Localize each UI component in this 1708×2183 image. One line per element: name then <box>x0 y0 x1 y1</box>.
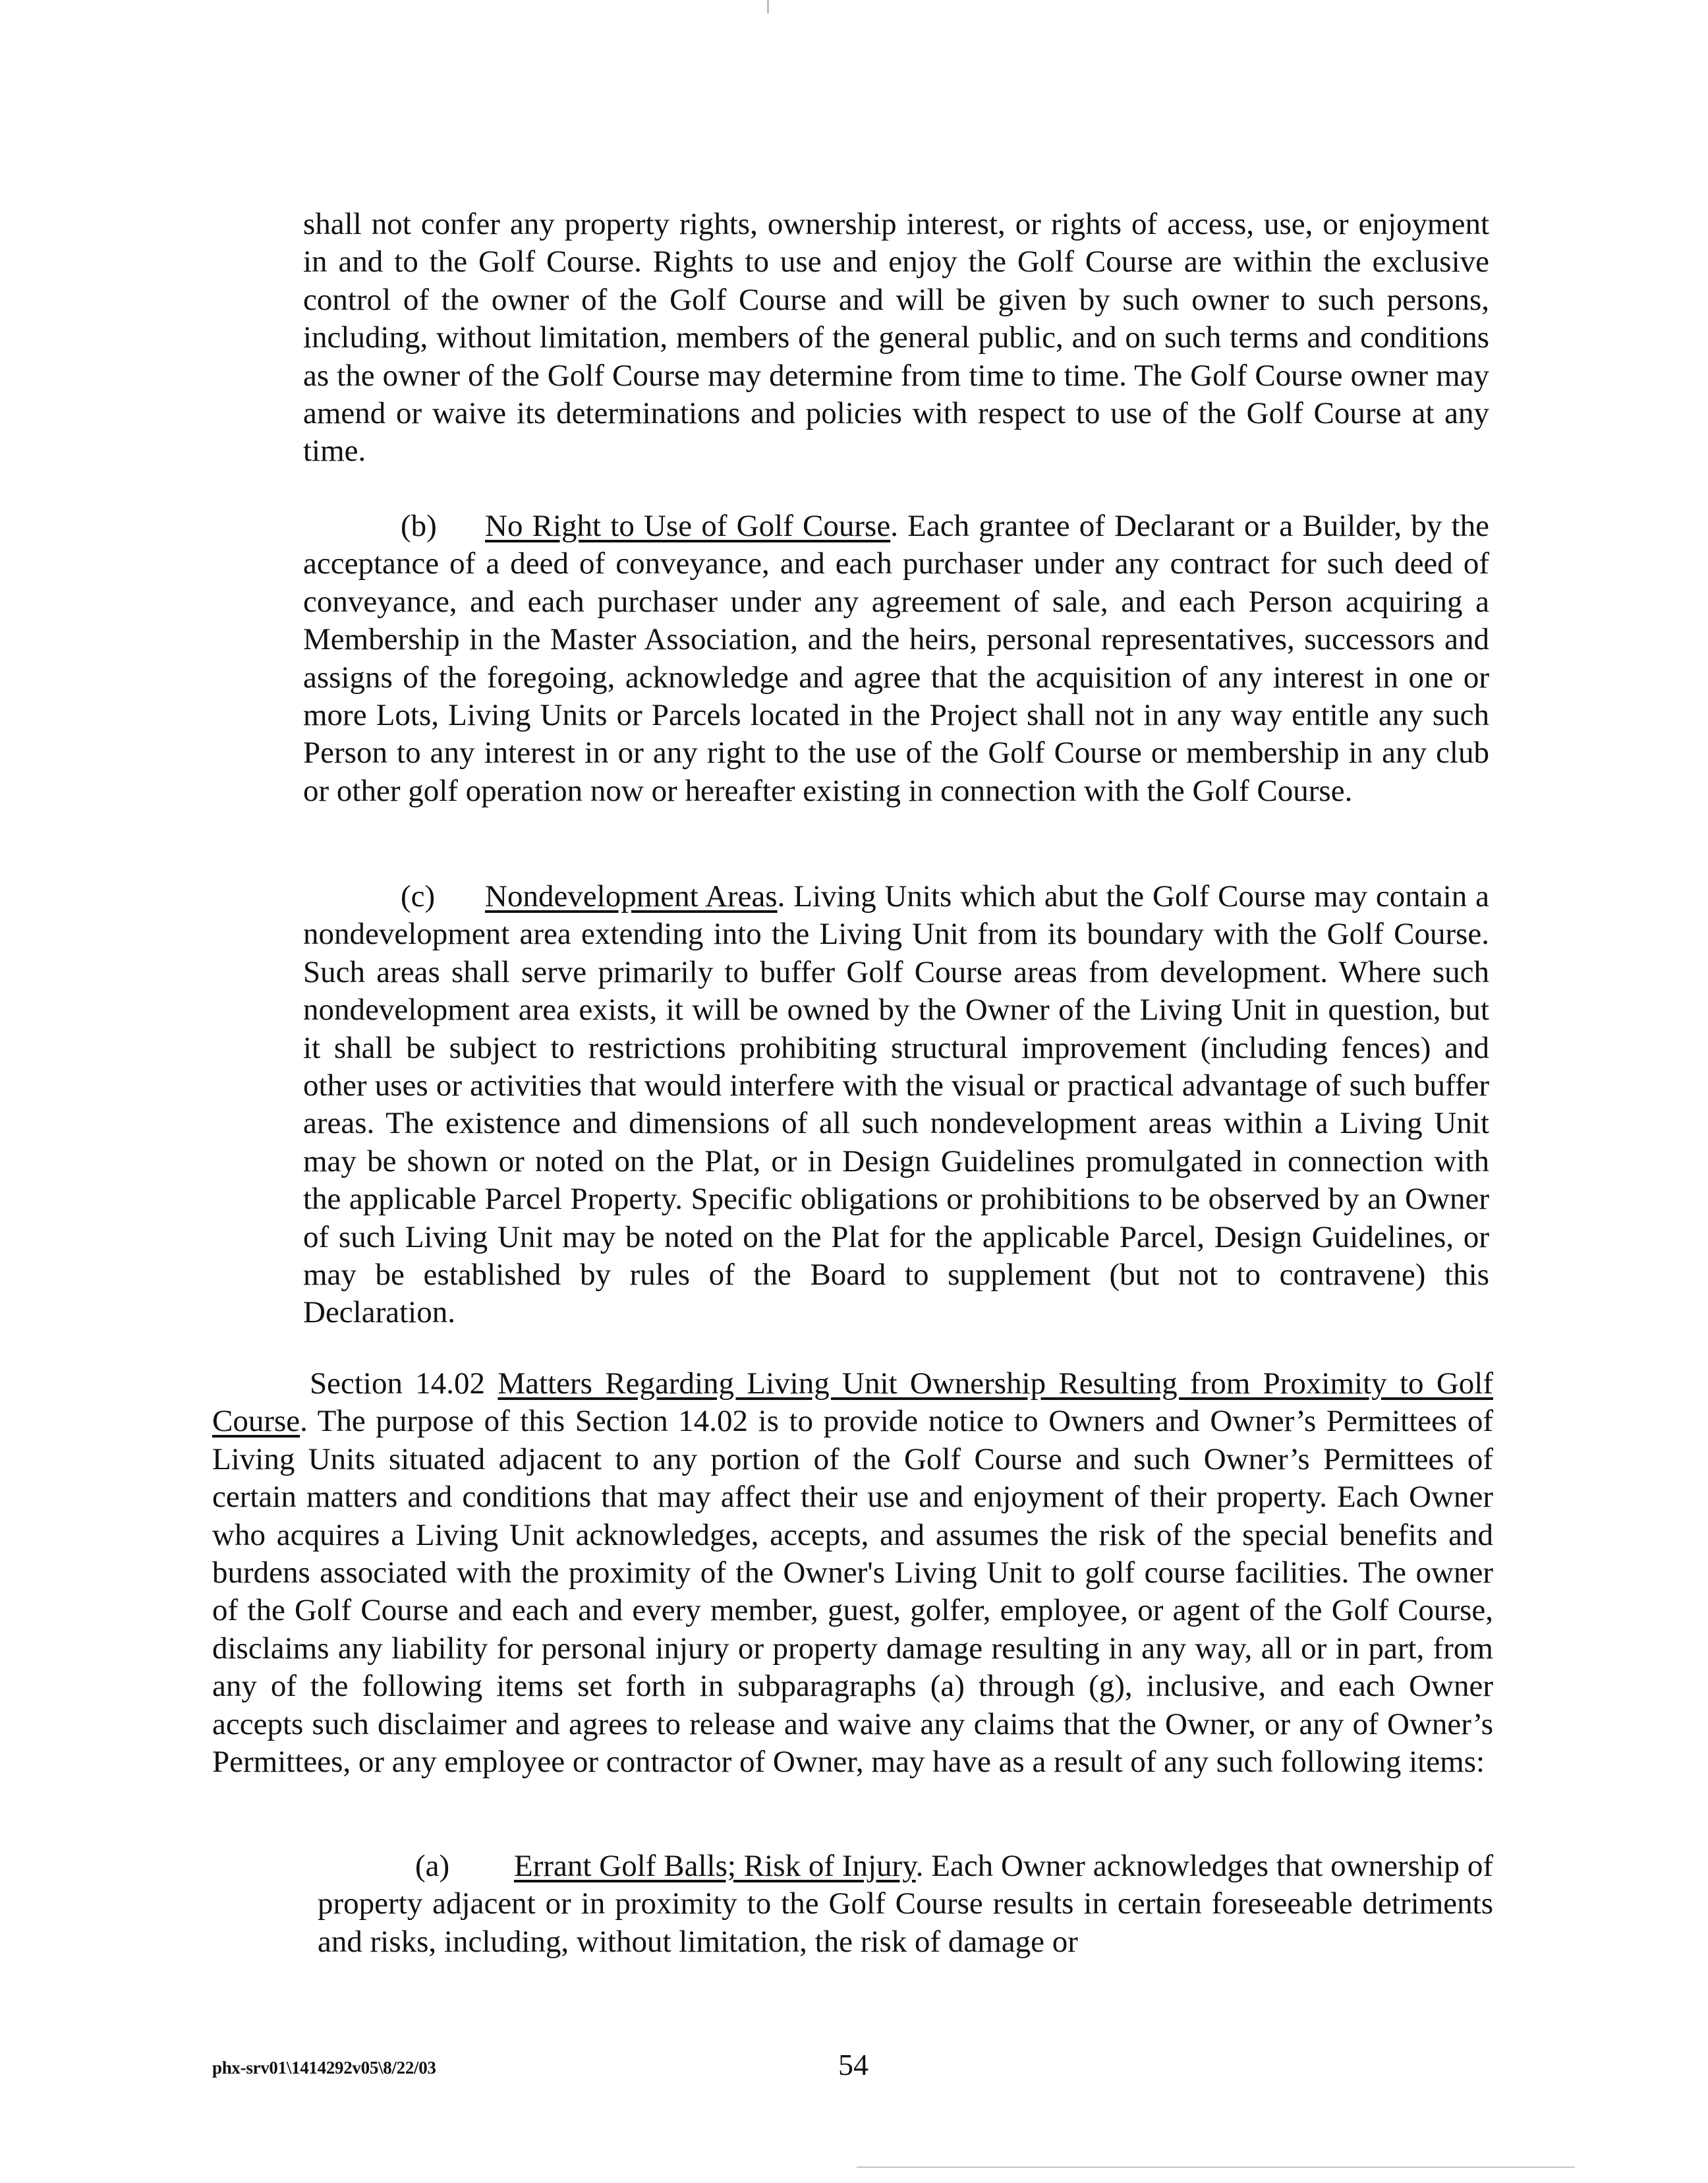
section-14-02-body: . The purpose of this Section 14.02 is to provide notice to Owners and Owner’s Permittees of Living Units situated adjacent to any portion of the Golf Course and such Owner’s Permittees of certain matters and conditions that may affect their use and enjoyment of their property. Each Owner who acquires a Living Unit acknowledges, accepts, and assumes the risk of the special benefits and burdens associated with the proximity of the Owner's Living Unit to golf course facilities. The owner of the Golf Course and each and every member, guest, golfer, employee, or agent of the Golf Course, disclaims any liability for personal injury or property damage resulting in any way, all or in part, from any of the following items set forth in subparagraphs (a) through (g), inclusive, and each Owner accepts such disclaimer and agrees to release and waive any claims that the Owner, or any of Owner’s Permittees, or any employee or contractor of Owner, may have as a result of any such following items: <box>212 1404 1493 1780</box>
section-14-02-label: Section 14.02 <box>310 1366 486 1401</box>
subsection-a-marker: (a) <box>415 1849 450 1883</box>
subsection-c-body: . Living Units which abut the Golf Course may contain a nondevelopment area extending into the Living Unit from its boundary with the Golf Course. Such areas shall serve primarily to buffer Golf Course areas from development. Where such nondevelopment area exists, it will be owned by the Owner of the Living Unit in question, but it shall be subject to restrictions prohibiting structural improvement (including fences) and other uses or activities that would interfere with the visual or practical advantage of such buffer areas. The existence and dimensions of all such nondevelopment areas within a Living Unit may be shown or noted on the Plat, or in Design Guidelines promulgated in connection with the applicable Parcel Property. Specific obligations or prohibitions to be observed by an Owner of such Living Unit may be noted on the Plat for the applicable Parcel, Design Guidelines, or may be established by rules of the Board to supplement (but not to contravene) this Declaration. <box>303 879 1490 1330</box>
footer-document-id: phx-srv01\1414292v05\8/22/03 <box>212 2058 436 2078</box>
subsection-b-body: . Each grantee of Declarant or a Builder, by the acceptance of a deed of conveyance, and each purchaser under any contract for such deed of conveyance, and each purchaser under any agreement of sale, and each Person acquiring a Membership in the Master Association, and the heirs, personal representatives, successors and assigns of the foregoing, acknowledge and agree that the acquisition of any interest in one or more Lots, Living Units or Parcels located in the Project shall not in any way entitle any such Person to any interest in or any right to the use of the Golf Course or membership in any club or other golf operation now or hereafter existing in connection with the Golf Course. <box>303 509 1489 808</box>
section-14-02 <box>212 1365 1493 1781</box>
bottom-rule <box>857 2167 1575 2168</box>
subsection-b-heading: No Right to Use of Golf Course <box>485 509 891 543</box>
subsection-b <box>303 508 1489 810</box>
paragraph-continuation: shall not confer any property rights, ownership interest, or rights of access, use, or enjoyment in and to the Golf Course. Rights to use and enjoy the Golf Course are within the exclusive control of the owner of the Golf Course and will be given by such owner to such persons, including, without limitation, members of the general public, and on such terms and conditions as the owner of the Golf Course may determine from time to time. The Golf Course owner may amend or waive its determinations and policies with respect to use of the Golf Course at any time. <box>303 207 1489 469</box>
subsection-a-body: . Each Owner acknowledges that ownership of property adjacent or in proximity to the Golf Course results in certain foreseeable detriments and risks, including, without limitation, the risk of damage or <box>318 1849 1493 1959</box>
subsection-c-marker: (c) <box>401 879 436 914</box>
page-number: 54 <box>838 2048 868 2081</box>
subsection-c <box>303 878 1489 1332</box>
section-14-02-heading: Matters Regarding Living Unit Ownership Resulting from Proximity to Golf Course <box>212 1366 1493 1439</box>
subsection-a-heading: Errant Golf Balls; Risk of Injury <box>514 1849 916 1883</box>
subsection-c-heading: Nondevelopment Areas <box>485 879 778 914</box>
subsection-b-marker: (b) <box>401 509 437 543</box>
scan-mark <box>767 0 769 13</box>
subsection-a <box>318 1848 1493 1961</box>
